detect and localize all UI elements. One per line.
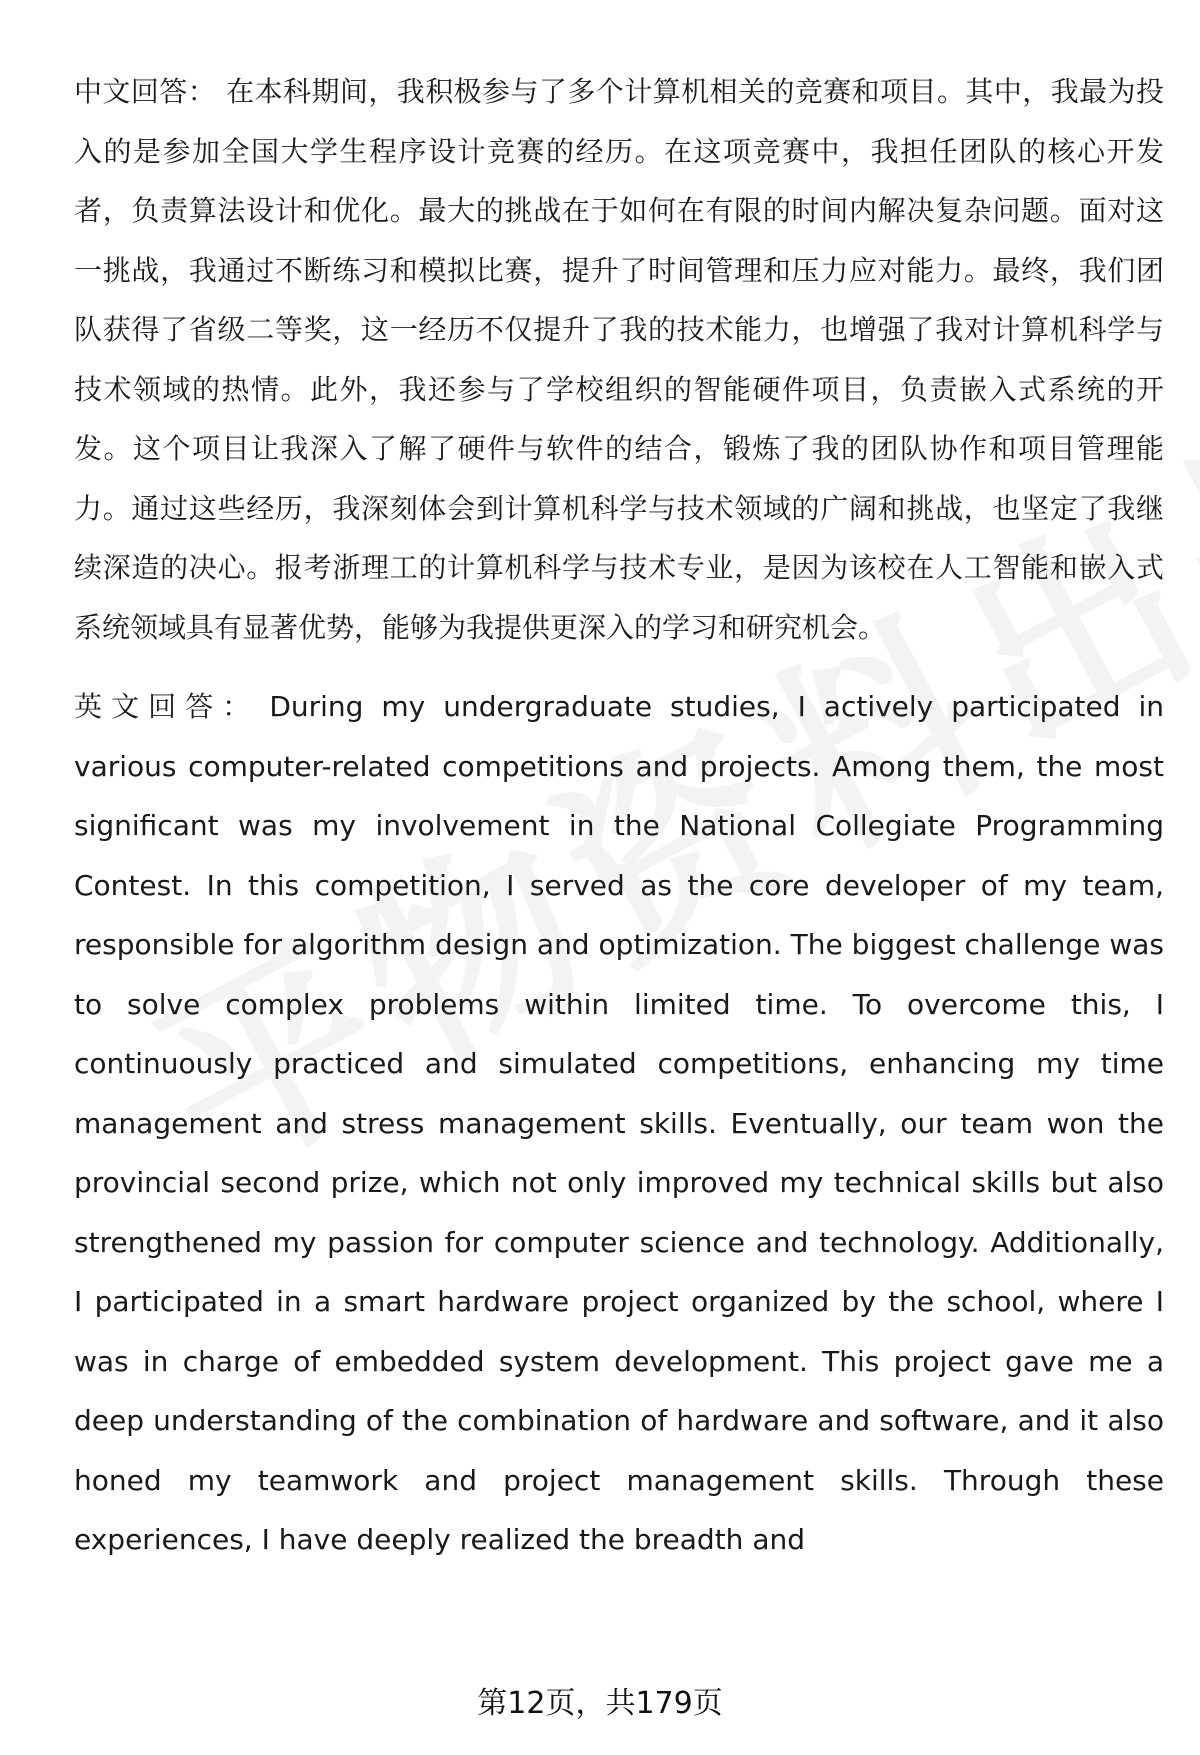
english-answer-paragraph <box>74 677 1164 1570</box>
english-answer-text: During my undergraduate studies, I actively participated in various computer-related competitions and projects. Among them, the most significant was my involvement in the National Collegiate Programming Contest. In this competition, I served as the core developer of my team, responsible for algorithm design and optimization. The biggest challenge was to solve complex problems within limited time. To overcome this, I continuously practiced and simulated competitions, enhancing my time management and stress management skills. Eventually, our team won the provincial second prize, which not only improved my technical skills but also strengthened my passion for computer science and technology. Additionally, I participated in a smart hardware project organized by the school, where I was in charge of embedded system development. This project gave me a deep understanding of the combination of hardware and software, and it also honed my teamwork and project management skills. Through these experiences, I have deeply realized the breadth and <box>74 690 1164 1556</box>
chinese-answer-label: 中文回答： <box>74 75 217 108</box>
page-number-footer: 第12页，共179页 <box>477 1686 723 1721</box>
chinese-answer-text: 在本科期间，我积极参与了多个计算机相关的竞赛和项目。其中，我最为投入的是参加全国大学生程序设计竞赛的经历。在这项竞赛中，我担任团队的核心开发者，负责算法设计和优化。最大的挑战在于如何在有限的时间内解决复杂问题。面对这一挑战，我通过不断练习和模拟比赛，提升了时间管理和压力应对能力。最终，我们团队获得了省级二等奖，这一经历不仅提升了我的技术能力，也增强了我对计算机科学与技术领域的热情。此外，我还参与了学校组织的智能硬件项目，负责嵌入式系统的开发。这个项目让我深入了解了硬件与软件的结合，锻炼了我的团队协作和项目管理能力。通过这些经历，我深刻体会到计算机科学与技术领域的广阔和挑战，也坚定了我继续深造的决心。报考浙理工的计算机科学与技术专业，是因为该校在人工智能和嵌入式系统领域具有显著优势，能够为我提供更深入的学习和研究机会。 <box>74 75 1164 644</box>
english-answer-label: 英文回答： <box>74 690 260 723</box>
chinese-answer-paragraph <box>74 62 1164 657</box>
page-content <box>74 62 1164 1590</box>
